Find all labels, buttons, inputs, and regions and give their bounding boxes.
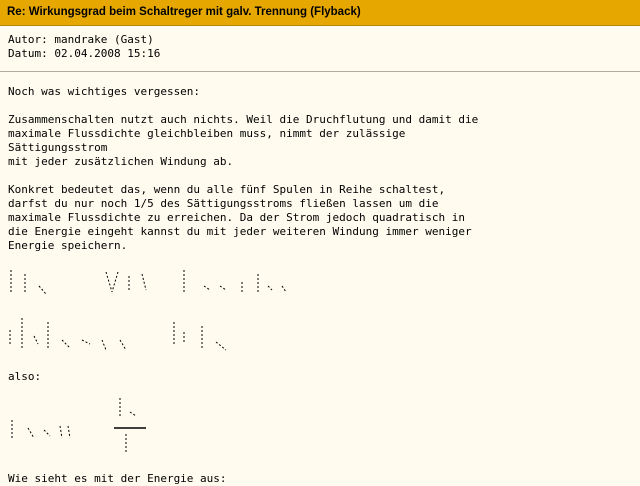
- paragraph-text: Wie sieht es mit der Energie aus:: [8, 472, 227, 485]
- formula-image-3: [6, 394, 166, 456]
- formula-image-1: [6, 264, 296, 300]
- post-title-bar: [0, 0, 640, 26]
- paragraph-text: also:: [8, 370, 42, 383]
- paragraph-text: Konkret bedeutet das, wenn du alle fünf Spulen in Reihe schaltest,: [8, 183, 446, 196]
- post-meta: [0, 26, 640, 72]
- paragraph-text: darfst du nur noch 1/5 des Sättigungsstroms fließen lassen um die: [8, 197, 439, 210]
- paragraph-text: mit jeder zusätzlichen Windung ab.: [8, 155, 234, 168]
- paragraph-text: maximale Flussdichte gleichbleiben muss, nimmt der zulässige: [8, 127, 406, 140]
- paragraph-text: Zusammenschalten nutzt auch nichts. Weil die Druchflutung und damit die: [8, 113, 479, 126]
- date-line: Datum: 02.04.2008 15:16: [8, 47, 161, 60]
- paragraph-text: Sättigungsstrom: [8, 141, 108, 154]
- paragraph-text: maximale Flussdichte zu erreichen. Da der Strom jedoch quadratisch in: [8, 211, 465, 224]
- formula-image-2: [6, 314, 236, 354]
- paragraph-text: Noch was wichtiges vergessen:: [8, 85, 201, 98]
- post-title: Re: Wirkungsgrad beim Schaltreger mit galv. Trennung (Flyback): [7, 6, 361, 18]
- paragraph-text: die Energie eingeht kannst du mit jeder weiteren Windung immer weniger: [8, 225, 472, 238]
- author-line: Autor: mandrake (Gast): [8, 33, 154, 46]
- paragraph-text: Energie speichern.: [8, 239, 128, 252]
